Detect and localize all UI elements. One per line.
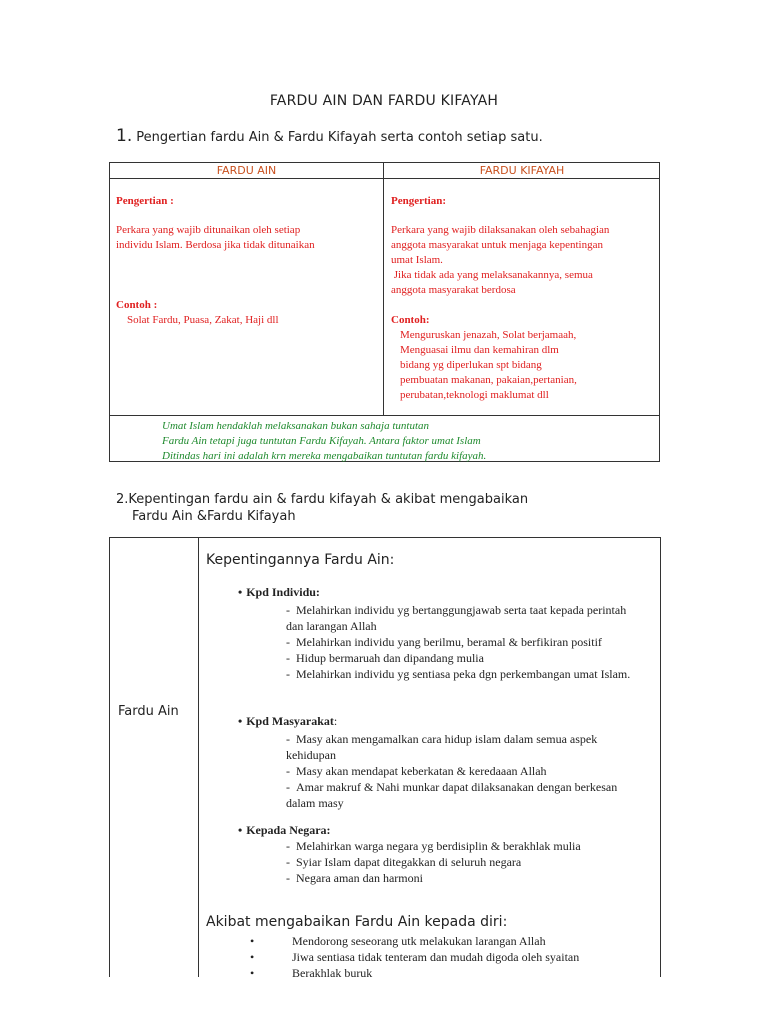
kifayah-contoh-line: Menguasai ilmu dan kemahiran dlm bbox=[400, 344, 559, 356]
ain-contoh-text: Solat Fardu, Puasa, Zakat, Haji dll bbox=[127, 314, 279, 326]
section1-text: Pengertian fardu Ain & Fardu Kifayah serta contoh setiap satu. bbox=[136, 130, 543, 145]
kepentingan-title: Kepentingannya Fardu Ain: bbox=[206, 552, 395, 568]
section2-heading bbox=[116, 491, 528, 525]
list-item: - Melahirkan warga negara yg berdisiplin & berakhlak mulia bbox=[286, 839, 581, 853]
page-title: FARDU AIN DAN FARDU KIFAYAH bbox=[269, 93, 499, 109]
ain-pengertian-line: individu Islam. Berdosa jika tidak ditunaikan bbox=[116, 239, 315, 251]
ain-contoh-label: Contoh : bbox=[116, 299, 158, 311]
ain-pengertian-label: Pengertian : bbox=[116, 195, 174, 207]
list-item: - Amar makruf & Nahi munkar dapat dilaksanakan dengan berkesan dalam masy bbox=[286, 780, 618, 810]
section1-heading bbox=[116, 126, 543, 146]
group-individu: • Kpd Individu: bbox=[238, 585, 320, 599]
list-item: - Melahirkan individu yang berilmu, beramal & berfikiran positif bbox=[286, 635, 602, 649]
importance-table bbox=[109, 537, 661, 980]
kifayah-contoh-line: perubatan,teknologi maklumat dll bbox=[400, 389, 549, 401]
note-line: Ditindas hari ini adalah krn mereka mengabaikan tuntutan fardu kifayah. bbox=[162, 450, 487, 462]
kifayah-pengertian-line: anggota masyarakat untuk menjaga kepentingan bbox=[391, 239, 603, 251]
note-line: Umat Islam hendaklah melaksanakan bukan sahaja tuntutan bbox=[162, 420, 430, 432]
header-fardu-ain: FARDU AIN bbox=[216, 164, 277, 177]
list-item: - Hidup bermaruah dan dipandang mulia bbox=[286, 651, 484, 665]
group-label: Kepada Negara: bbox=[246, 823, 331, 837]
akibat-item: • Mendorong seseorang utk melakukan larangan Allah bbox=[250, 934, 546, 948]
akibat-item: • Berakhlak buruk bbox=[250, 966, 373, 980]
list-item: - Syiar Islam dapat ditegakkan di seluruh negara bbox=[286, 855, 522, 869]
kifayah-pengertian-label: Pengertian: bbox=[391, 195, 446, 207]
table1-footer-line bbox=[110, 415, 659, 416]
table1-header-line bbox=[110, 178, 659, 179]
list-item: - Masy akan mendapat keberkatan & keredaaan Allah bbox=[286, 764, 547, 778]
kifayah-contoh-label: Contoh: bbox=[391, 314, 430, 326]
list-item: - Negara aman dan harmoni bbox=[286, 871, 423, 885]
group-negara: • Kepada Negara: bbox=[238, 823, 331, 837]
list-item: - Melahirkan individu yg sentiasa peka dgn perkembangan umat Islam. bbox=[286, 667, 631, 681]
section1-number: 1. bbox=[116, 126, 133, 146]
list-item: - Masy akan mengamalkan cara hidup islam dalam semua aspek kehidupan bbox=[286, 732, 598, 762]
table1-divider bbox=[383, 163, 384, 415]
section2-line: Fardu Ain &Fardu Kifayah bbox=[132, 509, 296, 524]
kifayah-pengertian-line: anggota masyarakat berdosa bbox=[391, 284, 516, 296]
table1-note bbox=[162, 419, 486, 464]
note-line: Fardu Ain tetapi juga tuntutan Fardu Kifayah. Antara faktor umat Islam bbox=[162, 435, 481, 447]
header-fardu-kifayah: FARDU KIFAYAH bbox=[479, 164, 565, 177]
group-masyarakat: • Kpd Masyarakat: bbox=[238, 714, 338, 728]
kifayah-contoh-line: bidang yg diperlukan spt bidang bbox=[400, 359, 542, 371]
table2-divider bbox=[198, 538, 199, 977]
ain-pengertian-line: Perkara yang wajib ditunaikan oleh setiap bbox=[116, 224, 301, 236]
row-label-fardu-ain: Fardu Ain bbox=[118, 704, 179, 719]
list-item: - Melahirkan individu yg bertanggungjawab serta taat kepada perintah dan larangan Allah bbox=[286, 603, 627, 633]
akibat-item: • Jiwa sentiasa tidak tenteram dan mudah digoda oleh syaitan bbox=[250, 950, 580, 964]
kifayah-pengertian-line: Jika tidak ada yang melaksanakannya, semua bbox=[391, 269, 593, 281]
section2-line: 2.Kepentingan fardu ain & fardu kifayah & akibat mengabaikan bbox=[116, 492, 529, 507]
kifayah-pengertian-line: umat Islam. bbox=[391, 254, 443, 266]
kifayah-pengertian-line: Perkara yang wajib dilaksanakan oleh sebahagian bbox=[391, 224, 610, 236]
akibat-title: Akibat mengabaikan Fardu Ain kepada diri: bbox=[206, 914, 508, 930]
group-label: Kpd Masyarakat bbox=[246, 714, 334, 728]
group-label: Kpd Individu: bbox=[246, 585, 320, 599]
kifayah-contoh-line: Menguruskan jenazah, Solat berjamaah, bbox=[400, 329, 577, 341]
kifayah-contoh-line: pembuatan makanan, pakaian,pertanian, bbox=[400, 374, 577, 386]
definition-table bbox=[109, 162, 660, 462]
